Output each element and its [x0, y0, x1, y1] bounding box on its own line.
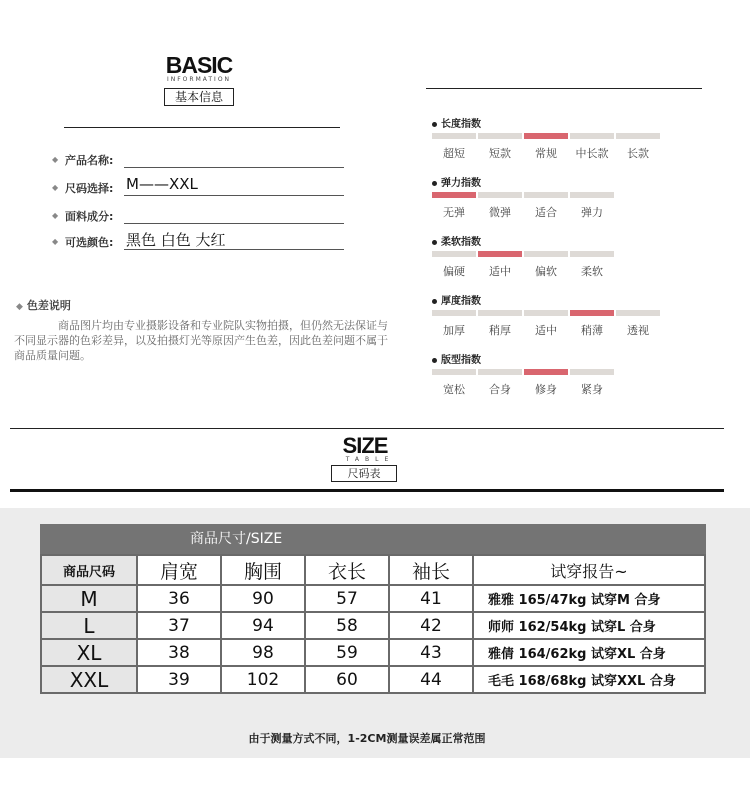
index-segment [616, 310, 660, 316]
index-segment-selected [524, 133, 568, 139]
index-segment [570, 133, 614, 139]
table-row [41, 639, 705, 666]
index-title: 版型指数 [432, 351, 481, 366]
table-header-row [41, 555, 705, 585]
index-option-label: 加厚 [443, 324, 465, 337]
bullet-icon [432, 240, 437, 245]
diamond-icon: ◆ [16, 302, 23, 312]
index-option-label: 微弹 [489, 206, 511, 219]
cell-report: 雅倩 164/62kg 试穿XL 合身 [473, 639, 705, 666]
size-title: SIZE [342, 433, 388, 458]
index-option-label: 适中 [535, 324, 557, 337]
underline [124, 249, 344, 250]
basic-subtitle: INFORMATION [166, 76, 232, 83]
index-title: 柔软指数 [432, 233, 481, 248]
index-option-label: 宽松 [443, 383, 465, 396]
info-label: 面料成分: [65, 210, 114, 223]
index-segment [524, 310, 568, 316]
info-row-size [52, 175, 344, 197]
index-segment-selected [432, 192, 476, 198]
index-segment [616, 133, 660, 139]
index-segment [570, 251, 614, 257]
cell-shoulder: 39 [137, 666, 221, 693]
cell-shoulder: 37 [137, 612, 221, 639]
basic-label: 基本信息 [164, 88, 234, 106]
divider [10, 428, 724, 429]
diamond-icon: ◆ [52, 183, 59, 192]
header-sleeve: 袖长 [389, 555, 473, 585]
cell-sleeve: 42 [389, 612, 473, 639]
index-option-label: 超短 [443, 147, 465, 160]
index-option-label: 弹力 [581, 206, 603, 219]
table-row [41, 585, 705, 612]
basic-title: BASIC [165, 52, 233, 78]
table-row [41, 666, 705, 693]
index-title: 厚度指数 [432, 292, 481, 307]
underline [124, 167, 344, 168]
index-option-label: 短款 [489, 147, 511, 160]
index-option-label: 长款 [627, 147, 649, 160]
cell-size: M [41, 585, 137, 612]
header-report: 试穿报告~ [473, 555, 705, 585]
index-option-label: 修身 [535, 383, 557, 396]
underline [124, 195, 344, 196]
info-label: 可选颜色: [65, 236, 114, 249]
table-row [41, 612, 705, 639]
index-title: 长度指数 [432, 115, 481, 130]
info-label: 尺码选择: [65, 182, 114, 195]
index-option-label: 偏软 [535, 265, 557, 278]
index-segment-selected [524, 369, 568, 375]
size-label: 尺码表 [331, 465, 397, 482]
cell-report: 师师 162/54kg 试穿L 合身 [473, 612, 705, 639]
cell-shoulder: 36 [137, 585, 221, 612]
cell-length: 58 [305, 612, 389, 639]
index-segment [570, 369, 614, 375]
diamond-icon: ◆ [52, 211, 59, 220]
divider [426, 88, 702, 89]
underline [124, 223, 344, 224]
color-diff-title: 色差说明 [26, 299, 71, 312]
index-segment [432, 310, 476, 316]
info-row-colors [52, 229, 344, 251]
cell-sleeve: 41 [389, 585, 473, 612]
thick-divider [10, 489, 724, 492]
cell-chest: 102 [221, 666, 305, 693]
cell-length: 57 [305, 585, 389, 612]
header-chest: 胸围 [221, 555, 305, 585]
index-option-label: 稍薄 [581, 324, 603, 337]
cell-size: L [41, 612, 137, 639]
header-size: 商品尺码 [41, 555, 137, 585]
cell-length: 59 [305, 639, 389, 666]
cell-report: 雅雅 165/47kg 试穿M 合身 [473, 585, 705, 612]
bullet-icon [432, 299, 437, 304]
info-label: 产品名称: [65, 154, 114, 167]
color-diff-heading [16, 297, 71, 313]
index-option-label: 稍厚 [489, 324, 511, 337]
index-segment [478, 310, 522, 316]
size-table-caption: 商品尺寸/SIZE [40, 524, 706, 554]
bullet-icon [432, 181, 437, 186]
divider [64, 127, 340, 128]
index-title: 弹力指数 [432, 174, 481, 189]
cell-sleeve: 44 [389, 666, 473, 693]
index-segment [478, 192, 522, 198]
bullet-icon [432, 358, 437, 363]
info-value: 黑色 白色 大红 [126, 231, 226, 249]
cell-chest: 90 [221, 585, 305, 612]
index-segment [570, 192, 614, 198]
cell-chest: 94 [221, 612, 305, 639]
cell-length: 60 [305, 666, 389, 693]
cell-chest: 98 [221, 639, 305, 666]
index-segment [524, 192, 568, 198]
index-segment [524, 251, 568, 257]
cell-shoulder: 38 [137, 639, 221, 666]
header-length: 衣长 [305, 555, 389, 585]
size-table [40, 554, 706, 694]
cell-size: XL [41, 639, 137, 666]
size-subtitle: TABLE [345, 456, 395, 463]
info-row-product-name [52, 147, 344, 169]
index-option-label: 紧身 [581, 383, 603, 396]
index-segment [478, 133, 522, 139]
diamond-icon: ◆ [52, 155, 59, 164]
index-option-label: 柔软 [581, 265, 603, 278]
index-segment [432, 133, 476, 139]
cell-sleeve: 43 [389, 639, 473, 666]
index-option-label: 常规 [535, 147, 557, 160]
index-option-label: 适中 [489, 265, 511, 278]
info-row-fabric [52, 203, 344, 225]
index-option-label: 偏硬 [443, 265, 465, 278]
color-diff-text: 商品图片均由专业摄影设备和专业院队实物拍摄，但仍然无法保证与不同显示器的色彩差异，以及拍摄灯光等原因产生色差，因此色差问题不属于商品质量问题。 [14, 319, 388, 362]
index-segment [432, 369, 476, 375]
index-option-label: 合身 [489, 383, 511, 396]
index-segment [432, 251, 476, 257]
diamond-icon: ◆ [52, 237, 59, 246]
index-segment [478, 369, 522, 375]
header-shoulder: 肩宽 [137, 555, 221, 585]
info-value: M——XXL [126, 175, 198, 193]
index-option-label: 中长款 [575, 147, 609, 160]
cell-report: 毛毛 168/68kg 试穿XXL 合身 [473, 666, 705, 693]
index-option-label: 透视 [627, 324, 649, 337]
index-option-label: 适合 [535, 206, 557, 219]
bullet-icon [432, 122, 437, 127]
index-segment-selected [570, 310, 614, 316]
cell-size: XXL [41, 666, 137, 693]
index-segment-selected [478, 251, 522, 257]
measurement-note: 由于测量方式不同，1-2CM测量误差属正常范围 [248, 732, 486, 745]
index-option-label: 无弹 [443, 206, 465, 219]
